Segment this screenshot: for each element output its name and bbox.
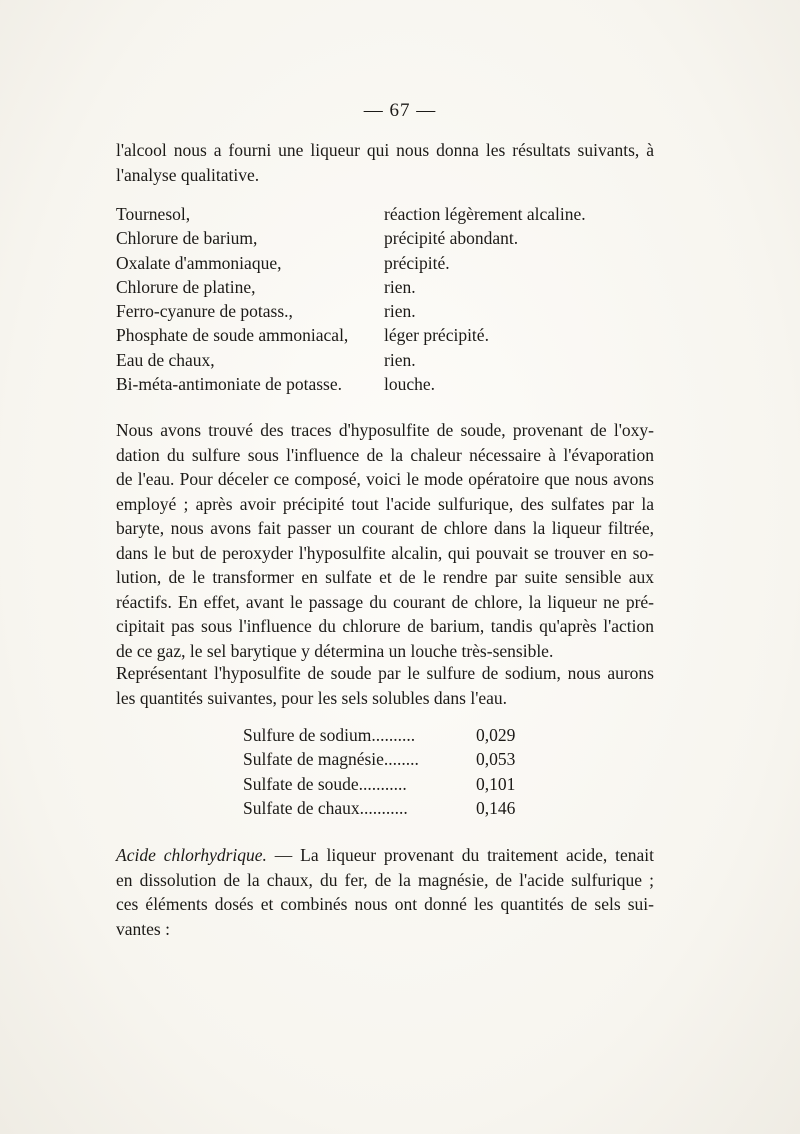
reagent-name: Bi-méta-antimoniate de potasse. [116, 374, 342, 395]
reagent-row [116, 323, 636, 347]
reagent-result: rien. [384, 301, 416, 322]
paragraph-line: cipitait pas sous l'influence du chlorure de barium, tandis qu'après l'action [116, 616, 654, 636]
reagent-name: Chlorure de barium, [116, 228, 258, 249]
reagent-row [116, 202, 636, 226]
reagent-row [116, 348, 636, 372]
salt-row [243, 796, 533, 820]
salt-name: Sulfure de sodium.......... [243, 725, 416, 745]
paragraph-hyposulfite [116, 418, 654, 663]
salt-name: Sulfate de soude........... [243, 773, 407, 794]
reagent-result: rien. [384, 276, 416, 297]
reagent-result: précipité abondant. [384, 228, 519, 249]
reagent-name: Eau de chaux, [116, 349, 215, 370]
reagent-name: Tournesol, [116, 204, 191, 224]
paragraph-line: réactifs. En effet, avant le passage du courant de chlore, la liqueur ne pré- [116, 591, 654, 612]
salt-row [243, 723, 533, 747]
reagent-name: Ferro-cyanure de potass., [116, 301, 293, 322]
paragraph-line: ces éléments dosés et combinés nous ont donné les quantités de sels sui- [116, 894, 654, 914]
paragraph-line: employé ; après avoir précipité tout l'acide sulfurique, des sulfates par la [116, 493, 654, 514]
salt-value: 0,146 [476, 797, 516, 818]
paragraph-line [116, 843, 654, 868]
paragraph-hydrochloric-acid [116, 843, 654, 941]
paragraph-quantities [116, 661, 654, 710]
reagent-row [116, 251, 636, 275]
paragraph-text: — La liqueur provenant du traitement acide, tenait [266, 845, 654, 865]
salts-table [243, 723, 533, 820]
salt-name: Sulfate de magnésie........ [243, 749, 419, 770]
intro-paragraph [116, 138, 654, 187]
section-heading: Acide chlorhydrique. [116, 845, 267, 865]
salt-row [243, 747, 533, 771]
reagent-row [116, 372, 636, 396]
paragraph-line: les quantités suivantes, pour les sels solubles dans l'eau. [116, 687, 508, 708]
salt-value: 0,053 [476, 749, 516, 770]
reagent-row [116, 299, 636, 323]
paragraph-line: de l'eau. Pour déceler ce composé, voici le mode opératoire que nous avons [116, 469, 654, 489]
paragraph-line: de ce gaz, le sel barytique y détermina un louche très-sensible. [116, 640, 554, 661]
paragraph-line: vantes : [116, 918, 170, 939]
reagent-result: louche. [384, 374, 436, 395]
paragraph-line: dation du sulfure sous l'influence de la chaleur nécessaire à l'évaporation [116, 444, 654, 465]
reagent-result: léger précipité. [384, 325, 489, 346]
reagent-row [116, 226, 636, 250]
page-number: — 67 — [363, 100, 437, 121]
paragraph-line: en dissolution de la chaux, du fer, de la magnésie, de l'acide sulfurique ; [116, 869, 654, 890]
reagent-name: Chlorure de platine, [116, 276, 256, 297]
paragraph-line: Nous avons trouvé des traces d'hyposulfite de soude, provenant de l'oxy- [116, 420, 654, 440]
reagent-table [116, 202, 636, 396]
reagent-name: Phosphate de soude ammoniacal, [116, 325, 349, 346]
reagent-result: rien. [384, 349, 416, 370]
salt-name: Sulfate de chaux........... [243, 797, 408, 818]
reagent-result: réaction légèrement alcaline. [384, 204, 586, 224]
salt-value: 0,029 [476, 725, 516, 745]
paragraph-line: Représentant l'hyposulfite de soude par le sulfure de sodium, nous aurons [116, 663, 654, 683]
reagent-result: précipité. [384, 252, 450, 273]
salt-row [243, 772, 533, 796]
reagent-row [116, 275, 636, 299]
intro-line: l'alcool nous a fourni une liqueur qui nous donna les résultats suivants, à [116, 140, 654, 160]
salt-value: 0,101 [476, 773, 516, 794]
reagent-name: Oxalate d'ammoniaque, [116, 252, 282, 273]
paragraph-line: dans le but de peroxyder l'hyposulfite alcalin, qui pouvait se trouver en so- [116, 542, 654, 563]
paragraph-line: lution, de le transformer en sulfate et de le rendre par suite sensible aux [116, 567, 654, 587]
intro-line: l'analyse qualitative. [116, 164, 260, 185]
paragraph-line: baryte, nous avons fait passer un courant de chlore dans la liqueur filtrée, [116, 518, 654, 538]
